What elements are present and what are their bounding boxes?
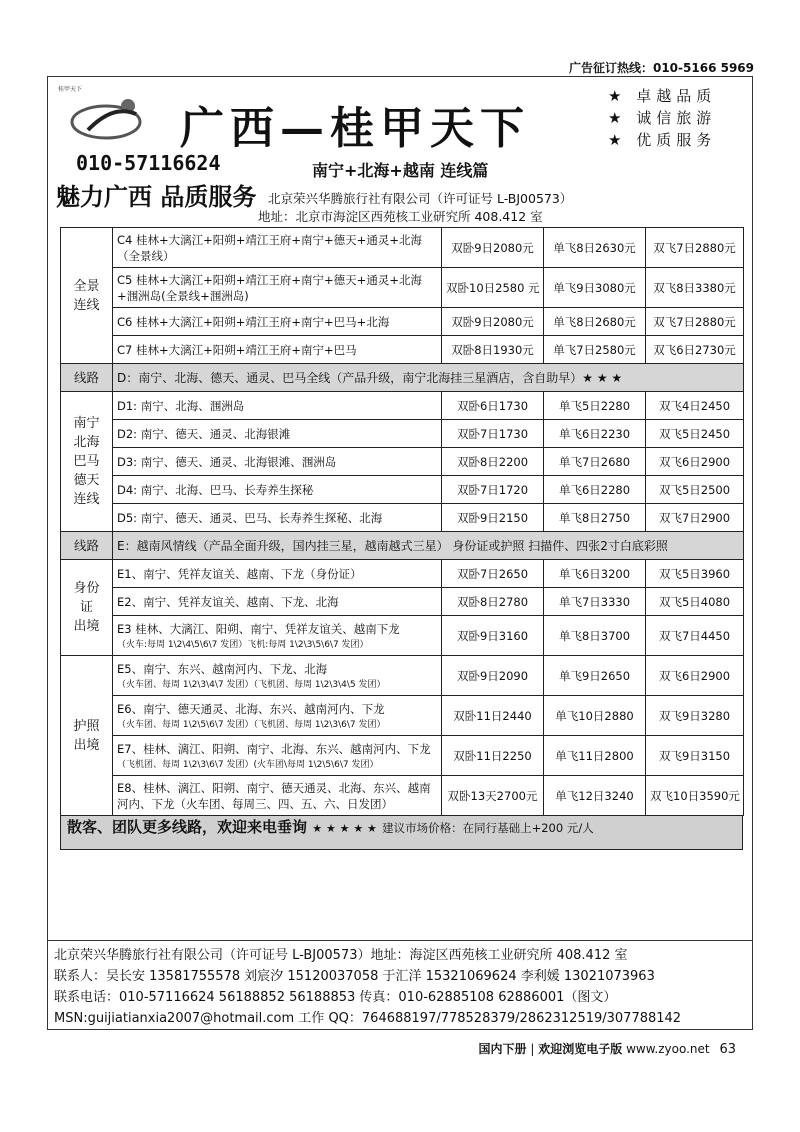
route-name: D1: 南宁、北海、涠洲岛 — [117, 398, 245, 413]
price-note: 建议市场价格：在同行基础上+200 元/人 — [382, 821, 594, 835]
price-p1: 双卧9日2150 — [442, 504, 544, 532]
price-p2: 单飞8日2680元 — [544, 308, 646, 336]
route-name: E2、南宁、凭祥友谊关、越南、下龙、北海 — [117, 594, 339, 609]
route-name-cell — [113, 588, 442, 616]
route-name-cell — [113, 656, 442, 696]
price-p3: 双飞8日3380元 — [646, 268, 744, 308]
price-p1: 双卧11日2440 — [442, 696, 544, 736]
price-p2: 单飞7日2580元 — [544, 336, 646, 364]
route-name-cell — [113, 504, 442, 532]
price-p1: 双卧7日1720 — [442, 476, 544, 504]
route-table — [60, 227, 744, 816]
route-name-cell — [113, 616, 442, 656]
route-name: D3: 南宁、德天、通灵、北海银滩、涠洲岛 — [117, 454, 337, 469]
price-p1: 双卧9日2080元 — [442, 228, 544, 268]
route-category: 护照 出境 — [61, 656, 113, 816]
price-p3: 双飞6日2730元 — [646, 336, 744, 364]
motto-3: ★ 优质服务 — [608, 131, 717, 149]
contact-line-4: MSN:guijiatianxia2007@hotmail.com 工作 QQ：764688197/778528379/2862312519/307788142 — [54, 1011, 682, 1026]
route-name-cell — [113, 560, 442, 588]
table-row — [61, 308, 744, 336]
route-name-cell — [113, 776, 442, 816]
table-row — [61, 448, 744, 476]
price-p2: 单飞9日2650 — [544, 656, 646, 696]
inquiry-stars: ★ ★ ★ ★ ★ — [312, 822, 377, 835]
table-row — [61, 504, 744, 532]
route-name: E5、南宁、东兴、越南河内、下龙、北海 — [117, 662, 328, 676]
price-p3: 双飞7日2880元 — [646, 228, 744, 268]
subtitle: 南宁+北海+越南 连线篇 — [312, 161, 489, 180]
route-name-cell — [113, 476, 442, 504]
hotline: 广告征订热线：010-5166 5969 — [568, 61, 754, 75]
route-name-cell — [113, 228, 442, 268]
price-p3: 双飞7日2900 — [646, 504, 744, 532]
band-label: 线路 — [61, 532, 113, 560]
price-p2: 单飞10日2880 — [544, 696, 646, 736]
band-label: 线路 — [61, 364, 113, 392]
route-name: E1、南宁、凭祥友谊关、越南、下龙（身份证） — [117, 566, 362, 581]
price-p1: 双卧7日2650 — [442, 560, 544, 588]
band-text: D：南宁、北海、德天、通灵、巴马全线（产品升级，南宁北海挂三星酒店，含自助早）★ ★ ★ — [113, 364, 744, 392]
price-p3: 双飞7日4450 — [646, 616, 744, 656]
route-band — [61, 532, 744, 560]
price-p1: 双卧9日2080元 — [442, 308, 544, 336]
price-p1: 双卧8日1930元 — [442, 336, 544, 364]
price-p3: 双飞10日3590元 — [646, 776, 744, 816]
price-p3: 双飞7日2880元 — [646, 308, 744, 336]
site-link[interactable]: www.zyoo.net — [626, 1042, 710, 1056]
route-schedule-note: （火车团、每周 1\2\5\6\7 发团）（飞机团、每周 1\2\3\6\7 发团） — [117, 720, 386, 730]
price-p2: 单飞8日3700 — [544, 616, 646, 656]
price-p2: 单飞5日2280 — [544, 392, 646, 420]
table-row — [61, 268, 744, 308]
route-name-cell — [113, 336, 442, 364]
page-number: 63 — [719, 1042, 736, 1057]
price-p1: 双卧13天2700元 — [442, 776, 544, 816]
price-p2: 单飞12日3240 — [544, 776, 646, 816]
route-name-cell — [113, 392, 442, 420]
price-p3: 双飞5日3960 — [646, 560, 744, 588]
route-name-cell — [113, 308, 442, 336]
route-name: D2: 南宁、德天、通灵、北海银滩 — [117, 426, 291, 441]
table-row — [61, 336, 744, 364]
table-row — [61, 616, 744, 656]
price-p1: 双卧11日2250 — [442, 736, 544, 776]
price-p1: 双卧6日1730 — [442, 392, 544, 420]
table-row — [61, 560, 744, 588]
price-p2: 单飞8日2750 — [544, 504, 646, 532]
route-schedule-note: （火车:每周 1\2\4\5\6\7 发团）飞机:每周 1\2\3\5\6\7 发团） — [117, 640, 369, 650]
route-name-cell — [113, 448, 442, 476]
contact-line-2: 联系人：吴长安 13581755578 刘宸汐 15120037058 于汇洋 15321069624 李利媛 13021073963 — [54, 969, 655, 984]
company-name: 北京荣兴华腾旅行社有限公司（许可证号 L-BJ00573） — [268, 191, 573, 206]
motto-2: ★ 诚信旅游 — [608, 109, 717, 127]
route-name: D5: 南宁、德天、通灵、巴马、长寿养生探秘、北海 — [117, 510, 383, 525]
route-name: C7 桂林+大漓江+阳朔+靖江王府+南宁+巴马 — [117, 342, 357, 357]
price-p1: 双卧9日3160 — [442, 616, 544, 656]
route-name: C4 桂林+大漓江+阳朔+靖江王府+南宁+德天+通灵+北海（全景线） — [117, 232, 422, 263]
slogan: 魅力广西 品质服务 — [56, 182, 257, 211]
table-row — [61, 696, 744, 736]
price-p2: 单飞11日2800 — [544, 736, 646, 776]
price-p1: 双卧9日2090 — [442, 656, 544, 696]
route-name: E8、桂林、漓江、阳朔、南宁、德天通灵、北海、东兴、越南河内、下龙（火车团、每周三、四、五、六、日发团） — [117, 780, 431, 811]
price-p3: 双飞5日2450 — [646, 420, 744, 448]
route-category: 南宁 北海 巴马 德天 连线 — [61, 392, 113, 532]
route-band — [61, 364, 744, 392]
price-p2: 单飞6日2230 — [544, 420, 646, 448]
route-name: D4: 南宁、北海、巴马、长寿养生探秘 — [117, 482, 314, 497]
page-title: 广西—桂甲天下 — [180, 103, 530, 154]
table-row — [61, 776, 744, 816]
table-row — [61, 420, 744, 448]
band-text: E：越南风情线（产品全面升级，国内挂三星，越南越式三星） 身份证或护照 扫描件、四张2寸白底彩照 — [113, 532, 744, 560]
price-p3: 双飞9日3150 — [646, 736, 744, 776]
price-p1: 双卧7日1730 — [442, 420, 544, 448]
price-p3: 双飞5日4080 — [646, 588, 744, 616]
price-p3: 双飞6日2900 — [646, 656, 744, 696]
price-p1: 双卧10日2580 元 — [442, 268, 544, 308]
route-category: 全景 连线 — [61, 228, 113, 364]
route-schedule-note: （火车团、每周 1\2\3\4\7 发团）（飞机团、每周 1\2\3\4\5 发团） — [117, 680, 386, 690]
route-name-cell — [113, 736, 442, 776]
route-name: E3 桂林、大漓江、阳朔、南宁、凭祥友谊关、越南下龙 — [117, 622, 400, 636]
price-p2: 单飞8日2630元 — [544, 228, 646, 268]
route-name: E7、桂林、漓江、阳朔、南宁、北海、东兴、越南河内、下龙 — [117, 742, 431, 756]
motto-1: ★ 卓越品质 — [608, 87, 717, 105]
route-name: C6 桂林+大漓江+阳朔+靖江王府+南宁+巴马+北海 — [117, 314, 390, 329]
table-row — [61, 228, 744, 268]
inquiry-text: 散客、团队更多线路，欢迎来电垂询 — [67, 818, 308, 836]
price-p2: 单飞7日3330 — [544, 588, 646, 616]
route-table-wrap — [60, 227, 743, 850]
contact-line-3: 联系电话：010-57116624 56188852 56188853 传真：010-62885108 62886001（图文） — [54, 990, 617, 1005]
route-category: 身份 证 出境 — [61, 560, 113, 656]
route-name-cell — [113, 268, 442, 308]
company-address: 地址：北京市海淀区西苑核工业研究所 408.412 室 — [258, 209, 543, 224]
price-p2: 单飞6日3200 — [544, 560, 646, 588]
contact-line-1: 北京荣兴华腾旅行社有限公司（许可证号 L-BJ00573）地址：海淀区西苑核工业研究所 408.412 室 — [54, 948, 628, 963]
phone-number: 010-57116624 — [76, 151, 221, 175]
table-row — [61, 476, 744, 504]
price-p3: 双飞5日2500 — [646, 476, 744, 504]
logo-icon — [58, 84, 158, 146]
price-p3: 双飞6日2900 — [646, 448, 744, 476]
price-p1: 双卧8日2780 — [442, 588, 544, 616]
section-label: 国内下册 — [478, 1042, 527, 1056]
route-name: E6、南宁、德天通灵、北海、东兴、越南河内、下龙 — [117, 702, 385, 716]
table-row — [61, 736, 744, 776]
price-p2: 单飞6日2280 — [544, 476, 646, 504]
price-p1: 双卧8日2200 — [442, 448, 544, 476]
price-p3: 双飞4日2450 — [646, 392, 744, 420]
table-row — [61, 392, 744, 420]
price-p3: 双飞9日3280 — [646, 696, 744, 736]
contact-divider — [47, 940, 753, 941]
price-p2: 单飞7日2680 — [544, 448, 646, 476]
route-name: C5 桂林+大漓江+阳朔+靖江王府+南宁+德天+通灵+北海+涠洲岛(全景线+涠洲岛) — [117, 272, 422, 303]
route-name-cell — [113, 696, 442, 736]
logo-text: 桂甲天下 — [58, 86, 83, 93]
invite-label: 欢迎浏览电子版 — [538, 1042, 623, 1056]
table-row — [61, 588, 744, 616]
page-footer: 国内下册 | 欢迎浏览电子版 www.zyoo.net 63 — [478, 1042, 736, 1057]
mottos — [608, 85, 716, 151]
inquiry-band — [60, 816, 743, 850]
price-p2: 单飞9日3080元 — [544, 268, 646, 308]
table-row — [61, 656, 744, 696]
route-schedule-note: （飞机团、每周 1\2\3\6\7 发团）(火车团\每周 1\2\5\6\7 发团） — [117, 760, 379, 770]
route-name-cell — [113, 420, 442, 448]
